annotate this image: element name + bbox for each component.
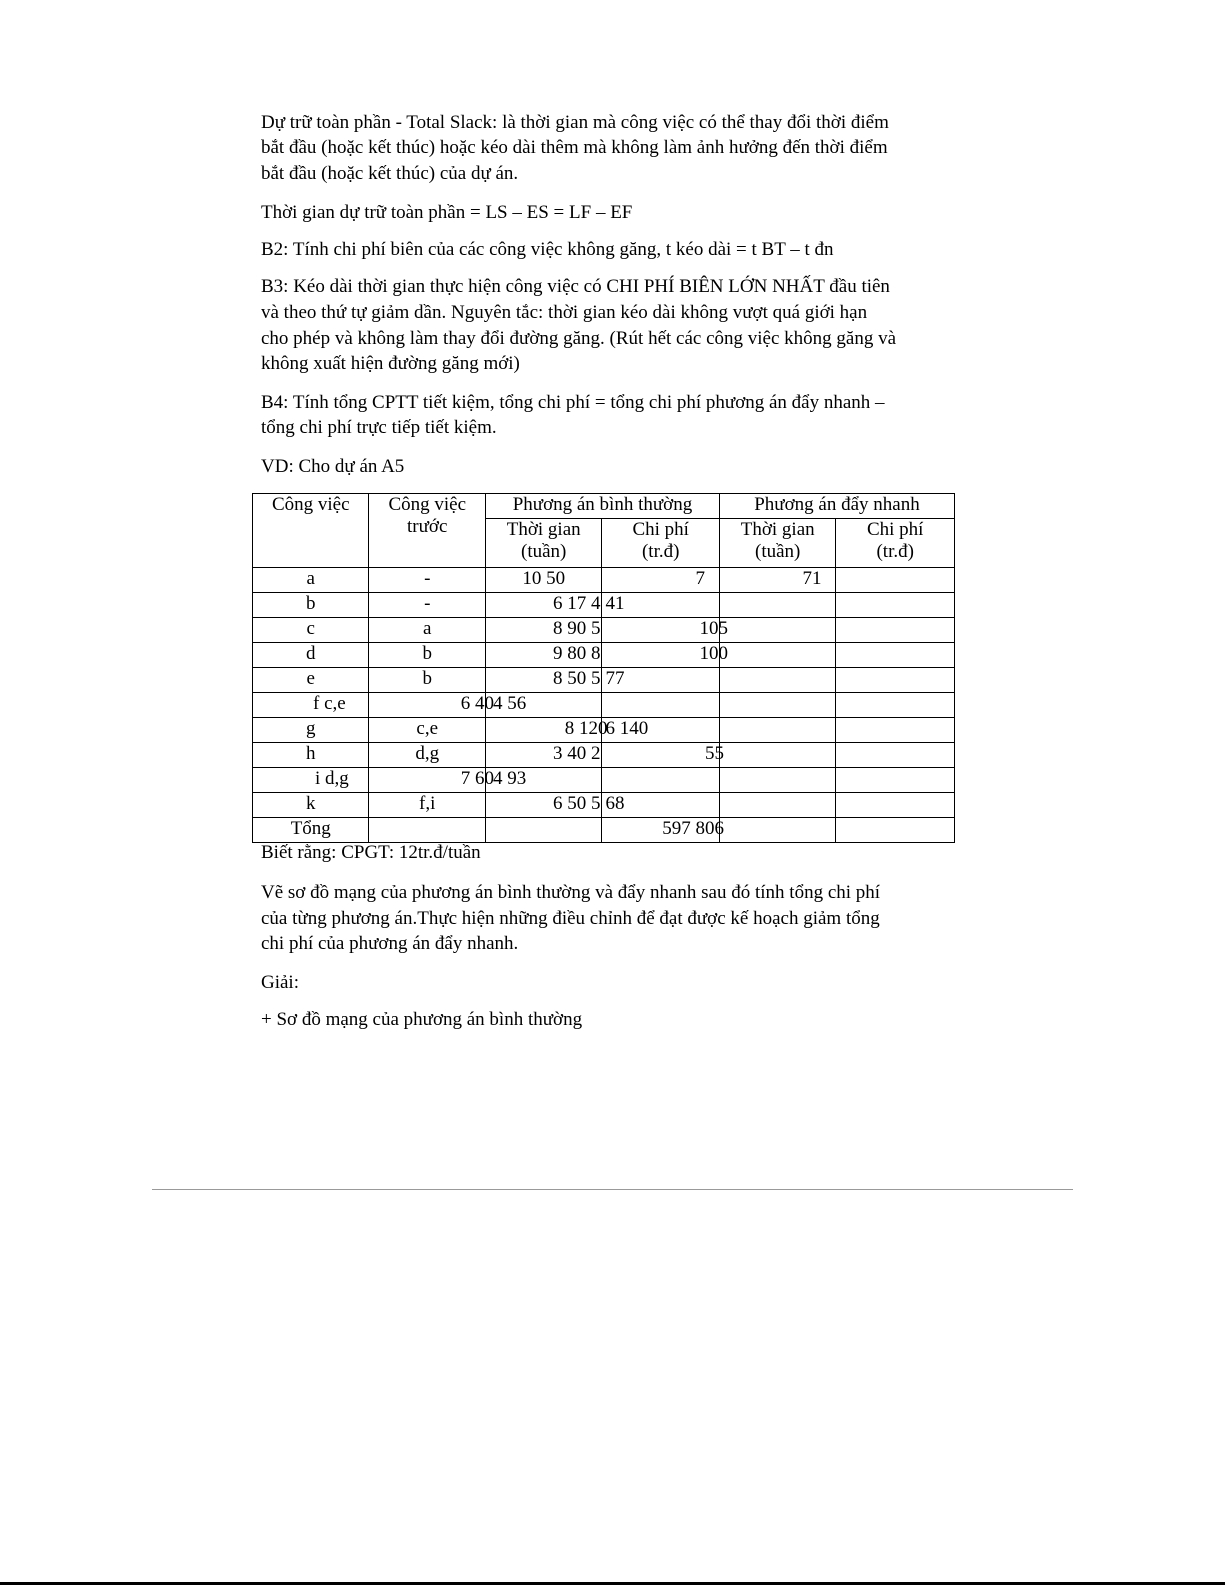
cell-normal-time: 4 93 (485, 768, 601, 793)
cell-fast-cost (836, 643, 955, 668)
p2: Thời gian dự trữ toàn phần = LS – ES = LF – EF (261, 202, 633, 223)
cell-prev: c,e (369, 718, 485, 743)
p1-line1: Dự trữ toàn phần - Total Slack: là thời gian mà công việc có thể thay đổi thời điểm (261, 112, 889, 133)
table-row (253, 618, 955, 643)
p8-line2: của từng phương án.Thực hiện những điều chỉnh để đạt được kế hoạch giảm tổng (261, 908, 880, 929)
cell-prev: a (369, 618, 485, 643)
cell-fast-cost (836, 768, 955, 793)
p4-line1: B3: Kéo dài thời gian thực hiện công việc có CHI PHÍ BIÊN LỚN NHẤT đầu tiên (261, 276, 890, 297)
cell-fast-time (719, 643, 835, 668)
cell-prev: - (369, 568, 485, 593)
cell-job: Tổng (253, 818, 369, 843)
cell-job: c (253, 618, 369, 643)
cell-job: h (253, 743, 369, 768)
cell-fast-time (719, 743, 835, 768)
cell-normal-cost: 597 806 (602, 818, 720, 843)
table-row (253, 668, 955, 693)
table-row (253, 718, 955, 743)
page-separator (152, 1189, 1073, 1190)
cell-prev: f,i (369, 793, 485, 818)
cell-job: f c,e (253, 693, 369, 718)
cell-normal-time (485, 818, 601, 843)
cell-fast-time (719, 793, 835, 818)
p6: VD: Cho dự án A5 (261, 456, 405, 477)
cell-fast-time (719, 668, 835, 693)
p10: + Sơ đồ mạng của phương án bình thường (261, 1009, 583, 1030)
p1-line2: bắt đầu (hoặc kết thúc) hoặc kéo dài thêm mà không làm ảnh hưởng đến thời điểm (261, 137, 888, 158)
cell-normal-cost: 7 (602, 568, 720, 593)
cell-fast-time (719, 593, 835, 618)
data-table (252, 493, 955, 843)
cell-fast-cost (836, 718, 955, 743)
table-row (253, 643, 955, 668)
cell-normal-time: 3 40 2 (485, 743, 601, 768)
cell-prev: 6 40 (369, 693, 485, 718)
cell-fast-time (719, 618, 835, 643)
cell-fast-cost (836, 568, 955, 593)
table-row (253, 793, 955, 818)
p4-line3: cho phép và không làm thay đổi đường găng. (Rút hết các công việc không găng và (261, 328, 897, 349)
header-normal-time: Thời gian (tuần) (485, 519, 601, 568)
table-row (253, 768, 955, 793)
header-row-1 (253, 494, 955, 519)
cell-normal-cost (602, 768, 720, 793)
cell-normal-cost: 6 140 (602, 718, 720, 743)
cell-fast-cost (836, 743, 955, 768)
cell-normal-time: 8 90 5 (485, 618, 601, 643)
header-fast: Phương án đẩy nhanh (719, 494, 954, 519)
cell-fast-cost (836, 618, 955, 643)
cell-prev: d,g (369, 743, 485, 768)
p8-line3: chi phí của phương án đẩy nhanh. (261, 933, 519, 954)
cell-fast-cost (836, 818, 955, 843)
p5-line1: B4: Tính tổng CPTT tiết kiệm, tổng chi phí = tổng chi phí phương án đẩy nhanh – (261, 392, 885, 413)
cell-normal-time: 9 80 8 (485, 643, 601, 668)
cell-normal-cost: 105 (602, 618, 720, 643)
cell-normal-time: 4 56 (485, 693, 601, 718)
header-job: Công việc (253, 494, 369, 568)
cell-fast-time: 71 (719, 568, 835, 593)
header-normal-cost: Chi phí (tr.đ) (602, 519, 720, 568)
cell-prev: b (369, 643, 485, 668)
cell-normal-cost: 68 (602, 793, 720, 818)
cell-fast-cost (836, 793, 955, 818)
p5-line2: tổng chi phí trực tiếp tiết kiệm. (261, 417, 497, 438)
cell-job: b (253, 593, 369, 618)
cell-job: i d,g (253, 768, 369, 793)
table-row (253, 593, 955, 618)
header-fast-cost: Chi phí (tr.đ) (836, 519, 955, 568)
p3: B2: Tính chi phí biên của các công việc không găng, t kéo dài = t BT – t đn (261, 239, 834, 260)
cell-normal-time: 6 17 4 (485, 593, 601, 618)
cell-job: e (253, 668, 369, 693)
table-row (253, 568, 955, 593)
total-row (253, 818, 955, 843)
cell-fast-time (719, 718, 835, 743)
cell-normal-time: 10 50 (485, 568, 601, 593)
cell-normal-time: 8 50 5 (485, 668, 601, 693)
p4-line2: và theo thứ tự giảm dần. Nguyên tắc: thời gian kéo dài không vượt quá giới hạn (261, 302, 868, 323)
cell-job: a (253, 568, 369, 593)
cell-fast-time (719, 693, 835, 718)
p4-line4: không xuất hiện đường găng mới) (261, 353, 520, 374)
p8-line1: Vẽ sơ đồ mạng của phương án bình thường và đẩy nhanh sau đó tính tổng chi phí (261, 882, 881, 903)
cell-prev: 7 60 (369, 768, 485, 793)
header-normal: Phương án bình thường (485, 494, 719, 519)
cell-normal-time: 6 50 5 (485, 793, 601, 818)
cell-prev: b (369, 668, 485, 693)
cell-fast-cost (836, 693, 955, 718)
p7: Biết rằng: CPGT: 12tr.đ/tuần (261, 842, 481, 863)
cell-normal-cost: 77 (602, 668, 720, 693)
cell-normal-time: 8 120 (485, 718, 601, 743)
cell-job: k (253, 793, 369, 818)
cell-fast-cost (836, 668, 955, 693)
cell-normal-cost: 41 (602, 593, 720, 618)
cell-job: g (253, 718, 369, 743)
cell-job: d (253, 643, 369, 668)
cell-fast-time (719, 768, 835, 793)
cell-prev (369, 818, 485, 843)
header-fast-time: Thời gian (tuần) (719, 519, 835, 568)
cell-normal-cost (602, 693, 720, 718)
p1-line3: bắt đầu (hoặc kết thúc) của dự án. (261, 163, 519, 184)
table-row (253, 693, 955, 718)
cell-normal-cost: 55 (602, 743, 720, 768)
cell-prev: - (369, 593, 485, 618)
table-row (253, 743, 955, 768)
cell-normal-cost: 100 (602, 643, 720, 668)
cell-fast-time (719, 818, 835, 843)
header-prev: Công việc trước (369, 494, 485, 568)
p9: Giải: (261, 972, 299, 993)
cell-fast-cost (836, 593, 955, 618)
